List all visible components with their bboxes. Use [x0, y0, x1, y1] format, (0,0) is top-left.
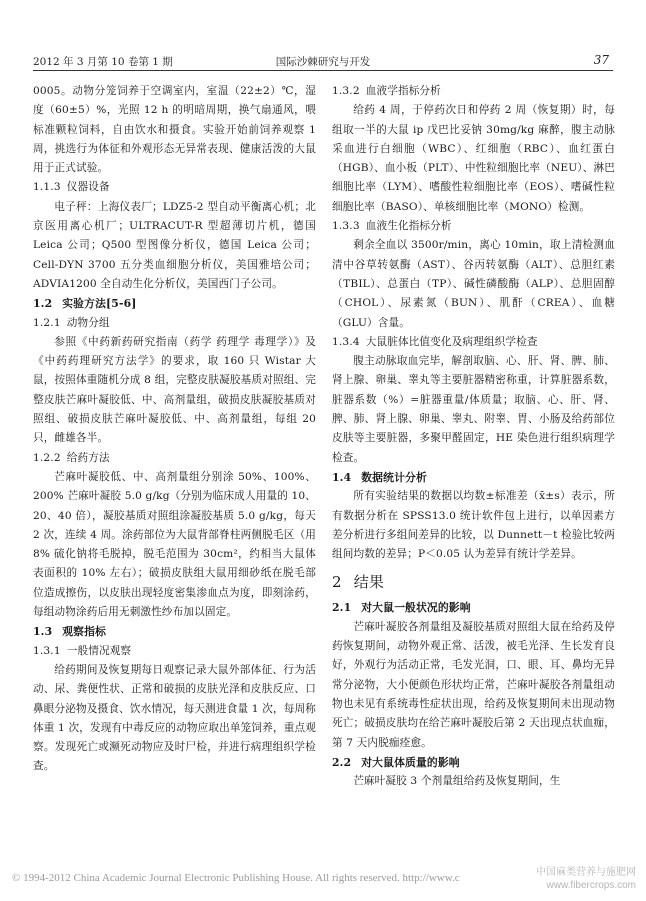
heading-text: 仪器设备 — [66, 181, 110, 194]
subsubsection-heading — [332, 333, 615, 352]
footer-url[interactable]: http://www.c — [402, 872, 460, 884]
paragraph: 芒麻叶凝胶低、中、高剂量组分别涂 50%、100%、200% 芒麻叶凝胶 5.0 g/kg（分别为临床成人用量的 10、20、40 倍），凝胶基质对照组涂凝胶基质 5.0 g/kg，每天 2 次，连续 4 周。涂药部位为大鼠背部脊柱两侧脱毛区（用 8% 硫化钠将毛脱掉，脱毛范围为 30cm²，约相当大鼠体表面积的 10% 左右）；破损皮肤组大鼠用细砂纸在脱毛部位造成擦伤，以皮肤出现轻度密集渗血点为度，即刻涂药，每组动物涂药后用无刺激性纱布加以固定。 — [33, 470, 316, 619]
subsubsection-heading — [33, 449, 316, 468]
heading-number: 1.3.1 — [33, 644, 61, 657]
heading-text: 动物分组 — [66, 316, 110, 329]
paragraph: 腹主动脉取血完毕，解剖取脑、心、肝、肾、脾、肺、肾上腺、卵巢、睾丸等主要脏器精密称重，计算脏器系数，脏器系数（%）=脏器重量/体质量；取脑、心、肝、肾、脾、肺、肾上腺、卵巢、睾丸、附睾、胃、小肠及给药部位皮肤等主要脏器，多聚甲醛固定，HE 染色进行组织病理学检查。 — [332, 355, 615, 464]
left-column — [33, 82, 316, 777]
heading-number: 2.1 — [332, 601, 352, 615]
paragraph: 剩余全血以 3500r/min，离心 10min，取上清检测血清中谷草转氨酶（AST）、谷丙转氨酶（ALT）、总胆红素（TBIL）、总蛋白（TP）、碱性磷酸酶（ALP）、总胆固醇（CHOL）、尿素氮（BUN）、肌酐（CREA）、血糖（GLU）含量。 — [332, 239, 615, 329]
heading-text: 一般情况观察 — [66, 644, 132, 657]
page-number: 37 — [593, 53, 609, 67]
heading-number: 2.2 — [332, 755, 352, 769]
subsubsection-heading — [332, 82, 615, 101]
heading-number: 1.3 — [33, 625, 53, 639]
heading-text: 血液生化指标分析 — [365, 220, 452, 233]
subsubsection-heading — [33, 642, 316, 661]
running-header — [33, 52, 613, 70]
heading-number: 1.1.3 — [33, 181, 61, 194]
heading-text: 大鼠脏体比值变化及病理组织学检查 — [365, 335, 538, 348]
subsection-heading — [332, 468, 615, 487]
paragraph: 芒麻叶凝胶各剂量组及凝胶基质对照组大鼠在给药及停药恢复期间，动物外观正常、活泼，被毛光泽、生长发育良好，外观行为活动正常，毛发光洞，口、眼、耳、鼻均无异常分泌物，大小便颜色形状均正常，芒麻叶凝胶各剂量组动物也未见有系统毒性症状出现，给药及恢复期间未出现动物死亡；破损皮肤均在给芒麻叶凝胶后第 2 天出现点状血痂，第 7 天内脱痂痊愈。 — [332, 620, 615, 749]
heading-number: 2 — [332, 573, 342, 592]
issue-info: 2012 年 3 月第 10 卷第 1 期 — [33, 56, 173, 68]
heading-text: 数据统计分析 — [361, 470, 427, 484]
subsubsection-heading — [332, 217, 615, 236]
journal-title: 国际沙棘研究与开发 — [275, 56, 371, 68]
watermark — [516, 866, 636, 892]
paragraph: 所有实验结果的数据以均数±标准差（x̄±s）表示，所有数据分析在 SPSS13.0 统计软件包上进行，以单因素方差分析进行多组间差异的比较，以 Dunnett－t 检验比较两组间均数的差异；P＜0.05 认为差异有统计学差异。 — [332, 490, 615, 561]
watermark-line2: www.fibercrops.com — [546, 880, 636, 891]
heading-number: 1.3.2 — [332, 85, 360, 97]
paragraph: 参照《中药新药研究指南（药学 药理学 毒理学）》及《中药药理研究方法学》的要求，取 160 只 Wistar 大鼠，按照体重随机分成 8 组，完整皮肤凝胶基质对照组、完整皮肤芒麻叶凝胶低、中、高剂量组，破损皮肤凝胶基质对照组、破损皮肤芒麻叶凝胶低、中、高剂量组，每组 20 只，雌雄各半。 — [33, 335, 316, 445]
heading-number: 1.3.3 — [332, 220, 360, 233]
heading-number: 1.2 — [33, 297, 53, 311]
subsubsection-heading — [33, 178, 316, 197]
heading-text: 观察指标 — [62, 625, 107, 639]
heading-text: 实验方法[5-6] — [62, 297, 137, 311]
heading-text: 对大鼠一般状况的影响 — [361, 601, 471, 615]
subsection-heading — [33, 622, 316, 641]
paragraph: 芒麻叶凝胶 3 个剂量组给药及恢复期间，生 — [353, 775, 561, 788]
heading-number: 1.3.4 — [332, 335, 360, 348]
section-heading — [332, 570, 615, 594]
subsection-heading — [332, 753, 615, 772]
subsubsection-heading — [33, 314, 316, 333]
heading-number: 1.2.2 — [33, 451, 61, 464]
heading-text: 对大鼠体质量的影响 — [361, 755, 460, 769]
paragraph: 0005。动物分笼饲养于空调室内，室温（22±2）℃，湿度（60±5）%，光照 12 h 的明暗周期，换气扇通风，喂标准颗粒饲料，自由饮水和摄食。实验开始前饲养观察 1 周，挑选行为体征和外观形态无异常表现、健康活泼的大鼠用于正式试验。 — [33, 85, 316, 175]
header-rule — [33, 70, 613, 71]
heading-text: 给药方法 — [66, 451, 110, 464]
heading-text: 结果 — [353, 573, 385, 592]
right-column — [332, 82, 615, 791]
subsection-heading — [332, 598, 615, 617]
watermark-line1: 中国麻类营养与施肥网 — [536, 867, 636, 878]
heading-number: 1.4 — [332, 470, 352, 484]
copyright-text: © 1994-2012 China Academic Journal Electronic Publishing House. All rights reserved. — [12, 872, 400, 884]
paragraph: 电子秤：上海仪表厂；LDZ5-2 型自动平衡离心机；北京医用离心机厂；ULTRACUT-R 型超薄切片机，德国 Leica 公司；Q500 型图像分析仪，德国 Leica 公司；Cell-DYN 3700 五分类血细胞分析仪，美国雅培公司；ADVIA1200 全自动生化分析仪，美国西门子公司。 — [33, 200, 316, 290]
paragraph: 给药 4 周，于停药次日和停药 2 周（恢复期）时，每组取一半的大鼠 ip 戊巴比妥钠 30mg/kg 麻醉，腹主动脉采血进行白细胞（WBC）、红细胞（RBC）、血红蛋白（HGB）、血小板（PLT）、中性粒细胞比率（NEU）、淋巴细胞比率（LYM）、嗜酸性粒细胞比率（EOS）、嗜碱性粒细胞比率（BASO）、单核细胞比率（MONO）检测。 — [332, 104, 615, 213]
paragraph: 给药期间及恢复期每日观察记录大鼠外部体征、行为活动、尿、粪便性状、正常和破损的皮肤光泽和皮肤反应、口鼻眼分泌物及摄食、饮水情况，每天测进食量 1 次，每周称体重 1 次，发现有中毒反应的动物应取出单笼饲养，重点观察。发现死亡或濒死动物应及时尸检，并进行病理组织学检查。 — [33, 663, 316, 773]
heading-number: 1.2.1 — [33, 316, 61, 329]
subsection-heading — [33, 294, 316, 313]
heading-text: 血液学指标分析 — [365, 85, 441, 97]
